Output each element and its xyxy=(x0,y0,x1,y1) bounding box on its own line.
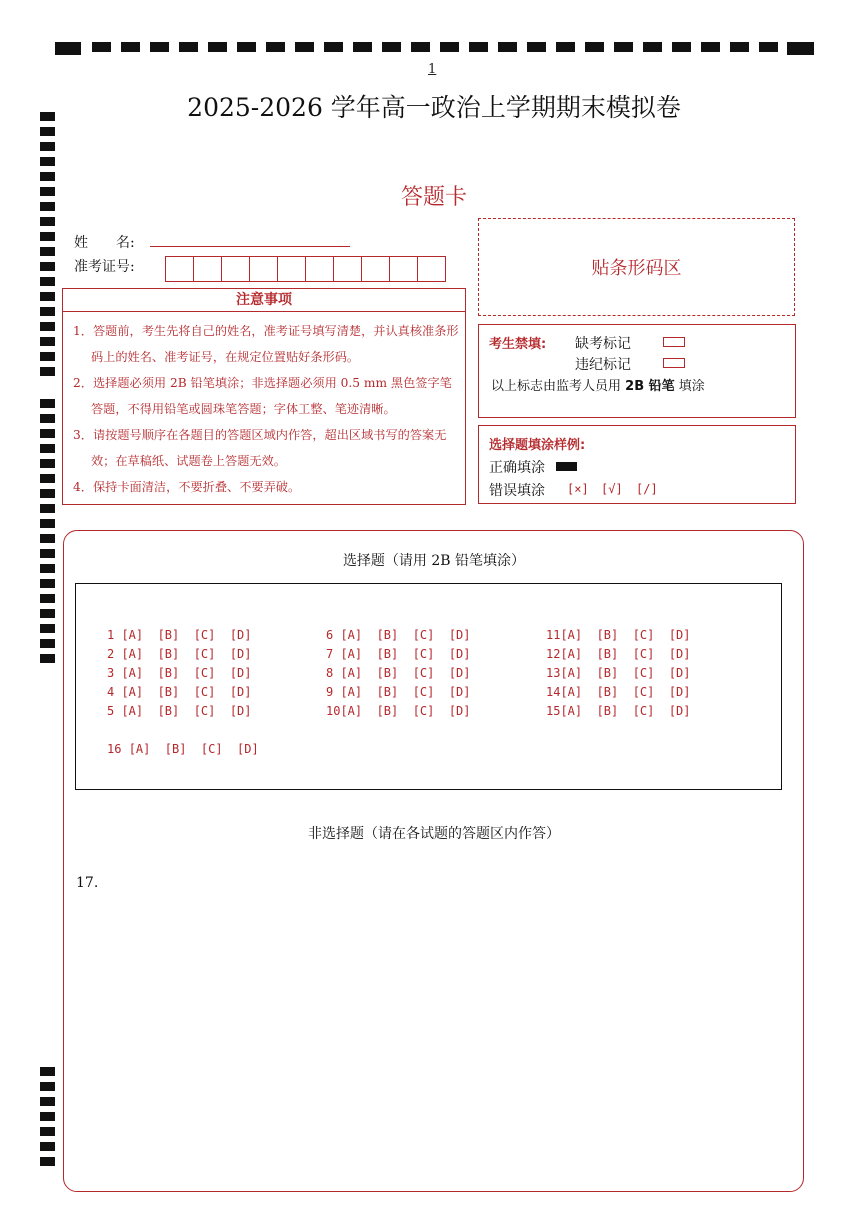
answer-options[interactable]: [A] [B] [C] [D] xyxy=(121,666,252,680)
question-number: 6 xyxy=(326,628,341,642)
timing-mark xyxy=(324,42,343,52)
answer-options[interactable]: [A] [B] [C] [D] xyxy=(121,628,252,642)
question-row[interactable] xyxy=(107,628,252,642)
choice-section-title: 选择题（请用 2B 铅笔填涂） xyxy=(342,553,526,569)
wrong-fill-label: 错误填涂 xyxy=(489,483,545,499)
timing-mark xyxy=(787,42,814,55)
timing-mark xyxy=(382,42,401,52)
timing-mark xyxy=(440,42,459,52)
notice-heading: 注意事项 xyxy=(62,288,466,312)
question-number: 2 xyxy=(107,647,122,661)
notice-item: 2．选择题必须用 2B 铅笔填涂；非选择题必须用 0.5 mm 黑色签字笔答题，不得用铅笔或圆珠笔答题；字体工整、笔迹清晰。 xyxy=(73,376,452,416)
notice-item: 3．请按题号顺序在各题目的答题区域内作答，超出区域书写的答案无效；在草稿纸、试题卷上答题无效。 xyxy=(73,428,447,468)
exam-number-digit-box[interactable] xyxy=(249,256,278,282)
forbid-box xyxy=(478,324,796,418)
exam-number-digit-box[interactable] xyxy=(417,256,446,282)
exam-number-digit-box[interactable] xyxy=(221,256,250,282)
answer-options[interactable]: [A] [B] [C] [D] xyxy=(121,685,252,699)
sample-heading: 选择题填涂样例: xyxy=(489,438,586,453)
correct-fill-mark xyxy=(556,462,577,471)
absent-label: 缺考标记 xyxy=(575,336,631,352)
question-number: 5 xyxy=(107,704,122,718)
notice-item: 1．答题前，考生先将自己的姓名，准考证号填写清楚，并认真核准条形码上的姓名、准考证号，在规定位置贴好条形码。 xyxy=(73,324,459,364)
timing-mark xyxy=(40,579,55,588)
answer-options[interactable]: [A] [B] [C] [D] xyxy=(340,647,471,661)
timing-mark xyxy=(40,127,55,136)
question-row[interactable] xyxy=(107,647,252,661)
question-number: 9 xyxy=(326,685,341,699)
timing-mark xyxy=(40,277,55,286)
question-row[interactable] xyxy=(326,666,471,680)
timing-mark xyxy=(40,474,55,483)
timing-mark xyxy=(40,1157,55,1166)
violation-label: 违纪标记 xyxy=(575,357,631,373)
answer-options[interactable]: [A] [B] [C] [D] xyxy=(340,704,471,718)
timing-mark xyxy=(208,42,227,52)
question-row[interactable] xyxy=(546,647,691,661)
timing-mark xyxy=(40,594,55,603)
exam-number-digit-box[interactable] xyxy=(361,256,390,282)
nonchoice-section-title: 非选择题（请在各试题的答题区内作答） xyxy=(308,826,560,842)
timing-mark xyxy=(40,292,55,301)
correct-fill-label: 正确填涂 xyxy=(489,460,545,476)
wrong-fill-mark: [×] xyxy=(567,482,589,496)
exam-number-digit-box[interactable] xyxy=(277,256,306,282)
timing-mark xyxy=(498,42,517,52)
answer-options[interactable]: [A] [B] [C] [D] xyxy=(560,704,691,718)
exam-number-digit-box[interactable] xyxy=(193,256,222,282)
timing-mark xyxy=(643,42,662,52)
timing-mark xyxy=(40,1142,55,1151)
card-title: 答题卡 xyxy=(400,185,467,210)
answer-options[interactable]: [A] [B] [C] [D] xyxy=(560,647,691,661)
timing-mark xyxy=(266,42,285,52)
answer-options[interactable]: [A] [B] [C] [D] xyxy=(560,666,691,680)
timing-mark xyxy=(55,42,81,55)
question-number: 7 xyxy=(326,647,341,661)
notice-item: 4．保持卡面清洁，不要折叠、不要弄破。 xyxy=(73,480,301,494)
timing-mark xyxy=(40,609,55,618)
question-row[interactable] xyxy=(546,628,691,642)
question-row[interactable] xyxy=(107,704,252,718)
timing-mark xyxy=(40,444,55,453)
timing-mark xyxy=(411,42,430,52)
timing-mark xyxy=(40,247,55,256)
forbid-note-suffix: 填涂 xyxy=(678,379,705,394)
page-title: 2025-2026 学年高一政治上学期期末模拟卷 xyxy=(187,93,681,122)
timing-mark xyxy=(585,42,604,52)
exam-number-label: 准考证号: xyxy=(74,259,135,275)
question-number: 16 xyxy=(107,742,129,756)
name-label: 姓 名: xyxy=(74,235,135,251)
timing-mark xyxy=(40,307,55,316)
answer-options[interactable]: [A] [B] [C] [D] xyxy=(340,685,471,699)
timing-mark xyxy=(40,534,55,543)
timing-mark xyxy=(40,232,55,241)
question-row[interactable] xyxy=(326,647,471,661)
timing-mark xyxy=(556,42,575,52)
question-number: 1 xyxy=(107,628,122,642)
timing-mark xyxy=(40,1097,55,1106)
timing-mark xyxy=(40,1082,55,1091)
timing-mark xyxy=(179,42,198,52)
timing-mark xyxy=(40,217,55,226)
question-row[interactable] xyxy=(546,704,691,718)
question-number: 11 xyxy=(546,628,561,642)
question-row[interactable] xyxy=(107,666,252,680)
timing-mark xyxy=(40,157,55,166)
question-number: 10 xyxy=(326,704,341,718)
timing-mark xyxy=(40,504,55,513)
timing-mark xyxy=(40,489,55,498)
timing-mark xyxy=(701,42,720,52)
barcode-area xyxy=(478,218,795,316)
exam-number-digit-box[interactable] xyxy=(389,256,418,282)
name-field[interactable] xyxy=(150,246,350,247)
forbid-note xyxy=(491,375,705,394)
question-row[interactable] xyxy=(107,685,252,699)
timing-mark xyxy=(40,399,55,408)
answer-options[interactable]: [A] [B] [C] [D] xyxy=(560,685,691,699)
question-row[interactable] xyxy=(546,685,691,699)
wrong-fill-mark: [√] xyxy=(601,482,623,496)
answer-options[interactable]: [A] [B] [C] [D] xyxy=(560,628,691,642)
timing-mark xyxy=(150,42,169,52)
question-row[interactable] xyxy=(107,742,259,756)
question-number: 8 xyxy=(326,666,341,680)
timing-mark xyxy=(614,42,633,52)
question-row[interactable] xyxy=(546,666,691,680)
question-number: 14 xyxy=(546,685,561,699)
timing-mark xyxy=(237,42,256,52)
timing-mark xyxy=(759,42,778,52)
wrong-fill-mark: [/] xyxy=(636,482,658,496)
timing-mark xyxy=(527,42,546,52)
timing-mark xyxy=(40,142,55,151)
exam-number-digit-box[interactable] xyxy=(165,256,194,282)
answer-options[interactable]: [A] [B] [C] [D] xyxy=(340,628,471,642)
timing-mark xyxy=(92,42,111,52)
answer-options[interactable]: [A] [B] [C] [D] xyxy=(128,742,259,756)
question-number: 15 xyxy=(546,704,561,718)
timing-mark xyxy=(672,42,691,52)
timing-mark xyxy=(40,654,55,663)
absent-mark-box[interactable] xyxy=(663,337,685,347)
notice-box xyxy=(62,312,466,505)
question-17-label: 17. xyxy=(76,875,99,891)
question-number: 4 xyxy=(107,685,122,699)
answer-options[interactable]: [A] [B] [C] [D] xyxy=(340,666,471,680)
timing-mark xyxy=(40,367,55,376)
timing-mark xyxy=(40,459,55,468)
timing-mark xyxy=(40,352,55,361)
timing-mark xyxy=(40,337,55,346)
forbid-label: 考生禁填: xyxy=(489,337,547,352)
timing-mark xyxy=(40,519,55,528)
timing-mark xyxy=(730,42,749,52)
question-row[interactable] xyxy=(326,628,471,642)
fill-sample-box xyxy=(478,425,796,504)
timing-mark xyxy=(353,42,372,52)
question-row[interactable] xyxy=(326,685,471,699)
timing-mark xyxy=(40,1127,55,1136)
timing-mark xyxy=(40,322,55,331)
question-row[interactable] xyxy=(326,704,471,718)
forbid-note-bold: 2B 铅笔 xyxy=(625,379,675,394)
timing-mark xyxy=(40,639,55,648)
page-number: 1 xyxy=(428,62,437,77)
question-number: 3 xyxy=(107,666,122,680)
question-number: 12 xyxy=(546,647,561,661)
timing-mark xyxy=(40,1112,55,1121)
timing-mark xyxy=(121,42,140,52)
timing-mark xyxy=(40,1067,55,1076)
answer-options[interactable]: [A] [B] [C] [D] xyxy=(121,704,252,718)
timing-mark xyxy=(295,42,314,52)
timing-mark xyxy=(40,262,55,271)
violation-mark-box[interactable] xyxy=(663,358,685,368)
exam-number-digit-box[interactable] xyxy=(305,256,334,282)
question-number: 13 xyxy=(546,666,561,680)
timing-mark xyxy=(40,624,55,633)
answer-options[interactable]: [A] [B] [C] [D] xyxy=(121,647,252,661)
barcode-area-label: 贴条形码区 xyxy=(591,258,682,279)
forbid-note-prefix: 以上标志由监考人员用 xyxy=(491,379,622,394)
exam-number-field[interactable] xyxy=(166,256,446,282)
exam-number-digit-box[interactable] xyxy=(333,256,362,282)
timing-mark xyxy=(469,42,488,52)
timing-mark xyxy=(40,429,55,438)
timing-mark xyxy=(40,414,55,423)
